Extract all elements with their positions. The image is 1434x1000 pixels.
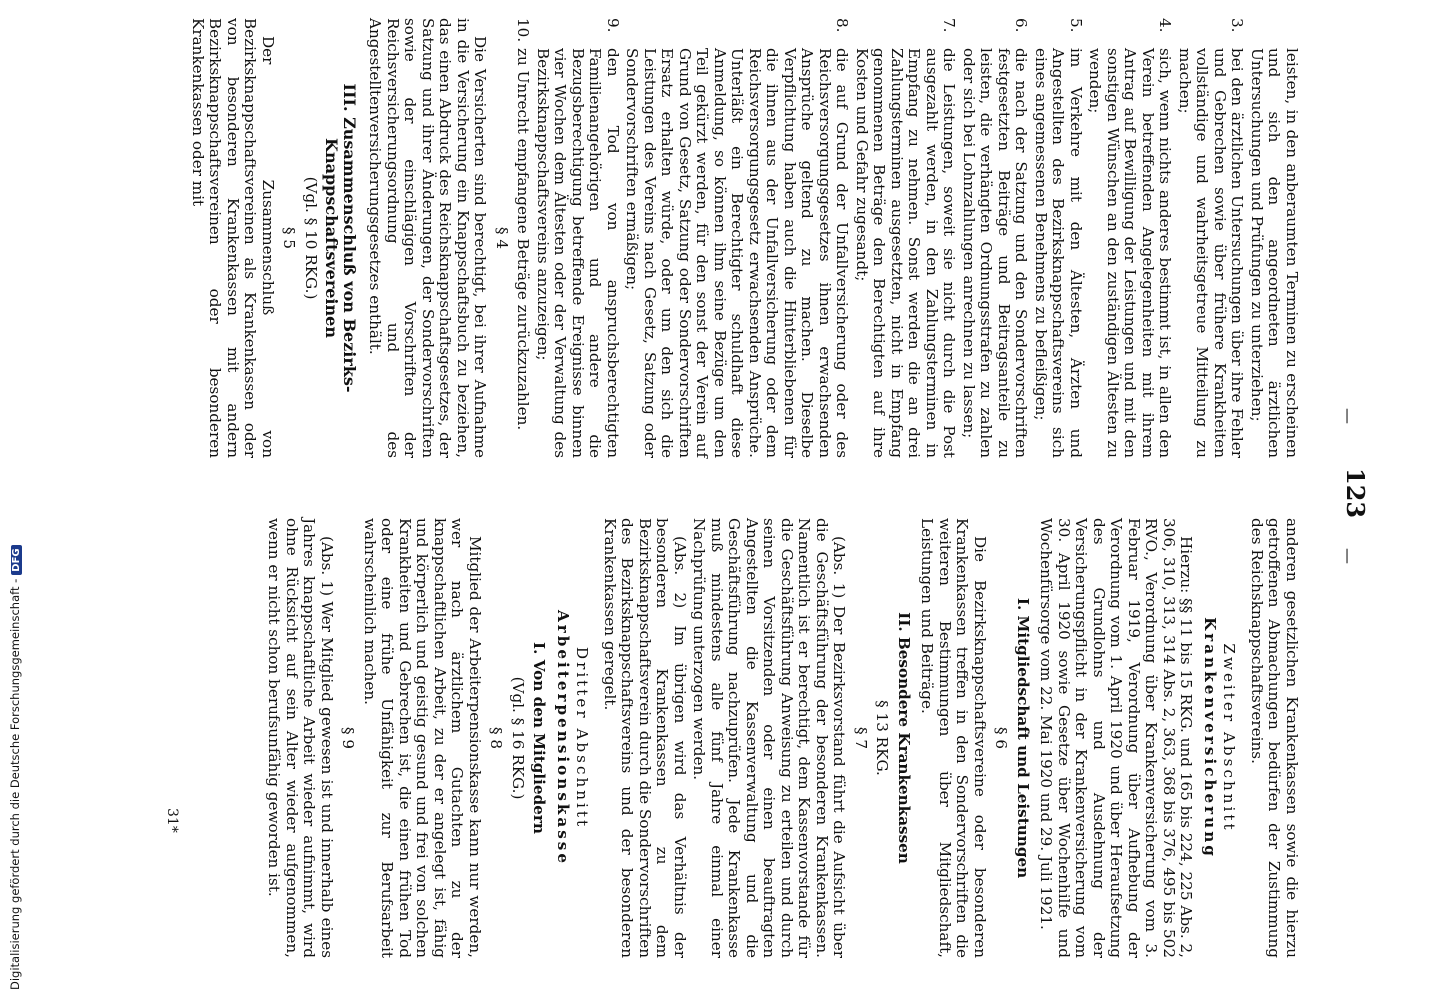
section-5-title: § 5 [280, 226, 299, 250]
part-3-reference: (Vgl. § 10 RKG.) [302, 176, 320, 300]
left-column [187, 18, 1301, 458]
references-block: Hierzu: §§ 11 bis 15 RKG. und 165 bis 224, 225 Abs. 2, 306, 310, 313, 314 Abs. 2, 363, 368 bis 376, 495 bis 502 RVO., Verordnung über Krankenversicherung vom 3. Februar 1919, Verordnung über Aufhebung der Verordnung vom 1. April 1920 und über Heraufsetzung des Grundlohns und Ausdehnung der Versicherungspflicht in der Krankenversicherung vom 30. April 1920 sowie Gesetze über Wochenhilfe und Wochenfürsorge vom 22. Mai 1920 und 29. Juli 1921. [1037, 518, 1196, 958]
part-1b-reference: (Vgl. § 16 RKG.) [509, 676, 527, 800]
item-text: sich, wenn nichts anderes bestimmt ist, in allen den Verein betreffenden Angelegenheiten mit ihrem Antrag auf Bewilligung der Leistungen und mit den sonstigen Wünschen an den zuständigen Ältesten zu wenden; [1086, 48, 1175, 458]
section-4-text: Die Versicherten sind berechtigt, bei ihrer Aufnahme in die Versicherung ein Knappschaftsbuch zu beziehen, das einen Abdruck des Reichsknappschaftsgesetzes, der Satzung und ihrer Änderungen, der Sondervorschriften sowie der einschlägigen Vorschriften der Reichsversicherungsordnung und des Angestelltenversicherungsgesetzes enthält. [366, 18, 490, 458]
chapter-3-name: Arbeiterpensionskasse [554, 609, 572, 866]
list-item-9 [534, 18, 622, 458]
dfg-logo: DFG [11, 545, 22, 574]
item-text: die auf Grund der Unfallversicherung oder des Reichsversorgungsgesetzes ihnen erwachsenden Ansprüche geltend zu machen. Dieselbe Verpflichtung haben auch die Hinterbliebenen für die ihnen aus der Unfallversicherung oder dem Reichsversorgungsgesetz erwachsenden Ansprüche. Unterläßt ein Berechtigter schuldhaft diese Anmeldung, so können ihm seine Bezüge um den Teil gekürzt werden, für den sonst der Verein auf Grund von Gesetz, Satzung oder Sondervorschriften Ersatz erhalten würde, oder um den sich die Leistungen des Vereins nach Gesetz, Satzung oder Sondervorschriften ermäßigen; [623, 48, 852, 458]
item-2-continuation: leisten, in den anberaumten Terminen zu erscheinen und sich den angeordneten ärztlichen Untersuchungen und Prüfungen zu unterziehen; [1248, 48, 1301, 458]
item-number: 4. [1156, 18, 1175, 33]
header-dash-right: — [1339, 548, 1358, 564]
list-item-7 [853, 18, 958, 458]
list-item-5 [1032, 18, 1085, 458]
item-number: 9. [604, 18, 622, 33]
right-intro: anderen gesetzlichen Krankenkassen sowie die hierzu getroffenen Abmachungen bedürfen der Zustimmung des Reichsknappschaftsvereins. [1248, 518, 1301, 958]
part-3-heading: III. Zusammenschluß von Bezirks-Knappschaftsvereinen [322, 83, 359, 393]
page-header [1330, 8, 1370, 988]
list-item-4 [1086, 18, 1174, 458]
section-5-text: Der Zusammenschluß von Bezirksknappschaftsvereinen als Krankenkassen oder von besonderen Krankenkassen mit andern Bezirksknappschaftsvereinen oder besonderen Krankenkassen oder mit [189, 18, 277, 458]
list-item-10 [514, 18, 532, 458]
list-item-8 [623, 18, 851, 458]
part-2-reference: § 13 RKG. [873, 700, 892, 776]
page-number: 123 [1341, 468, 1370, 519]
item-text: bei den ärztlichen Untersuchungen über ihre Fehler und Gebrechen sowie über frühere Krankheiten vollständige und wahrheitsgetreue Mitteilung zu machen; [1176, 48, 1247, 458]
section-7-para-2: (Abs. 2) Im übrigen wird das Verhältnis der besonderen Krankenkassen zu dem Bezirksknappschaftsverein durch die Sondervorschriften des Bezirksknappschaftsvereins und der besonderen Krankenkassen geregelt. [601, 518, 689, 958]
item-number: 6. [1012, 18, 1031, 33]
header-dash-left: — [1339, 408, 1358, 424]
digitization-credit [8, 548, 28, 990]
item-number: 5. [1067, 18, 1085, 33]
right-column [263, 518, 1300, 958]
list-item-3 [1176, 18, 1246, 458]
list-item-6 [960, 18, 1030, 458]
section-9-title: § 9 [339, 726, 358, 750]
signature-mark: 31* [164, 808, 180, 833]
item-text: die nach der Satzung und den Sondervorschriften festgesetzten Beiträge und Beitragsanteile zu leisten, die verhängten Ordnungsstrafen zu zahlen oder sich bei Lohnzahlungen anrechnen zu lassen; [960, 48, 1031, 458]
item-text: den Tod von anspruchsberechtigten Familienangehörigen und andere die Bezugsberechtigung betreffende Ereignisse binnen vier Wochen dem Ältesten oder der Verwaltung des Bezirksknappschaftsvereins anzuzeigen; [534, 48, 622, 458]
chapter-2-title: Zweiter Abschnitt [1220, 643, 1239, 833]
part-2-heading: II. Besondere Krankenkassen [895, 612, 913, 864]
chapter-3-title: Dritter Abschnitt [573, 646, 592, 830]
section-4-title: § 4 [493, 226, 511, 250]
item-text: im Verkehre mit den Ältesten, Ärzten und Angestellten des Bezirksknappschaftsvereins sich eines angemessenen Benehmens zu befleißigen; [1032, 48, 1085, 458]
item-number: 3. [1228, 18, 1247, 33]
item-text: zu Unrecht empfangene Beträge zurückzuzahlen. [514, 48, 533, 431]
chapter-2-name: Krankenversicherung [1201, 617, 1219, 859]
section-7-title: § 7 [852, 726, 870, 750]
section-8-text: Mitglied der Arbeiterpensionskasse kann nur werden, wer nach ärztlichem Gutachten zu der knappschaftlichen Arbeit, zu der er angelegt ist, fähig und körperlich und geistig gesund und frei von solchen Krankheiten und Gebrechen ist, die einen frühen Tod oder eine frühe Unfähigkeit zur Berufsarbeit wahrscheinlich machen. [361, 518, 484, 958]
part-1-heading: I. Mitgliedschaft und Leistungen [1014, 597, 1032, 879]
credit-text: Digitalisierung gefördert durch die Deutsche Forschungsgemeinschaft - [8, 578, 22, 990]
item-number: 10. [514, 18, 533, 43]
section-7-para-1: (Abs. 1) Der Bezirksvorstand führt die Aufsicht über die Geschäftsführung der besonderen Krankenkassen. Namentlich ist er berechtigt, dem Kassenvorstande für die Geschäftsführung Anweisung zu erteilen und durch seinen Vorsitzenden oder einen beauftragten Angestellten die Kassenverwaltung und die Geschäftsführung nachzuprüfen. Jede Krankenkasse muß mindestens alle fünf Jahre einmal einer Nachprüfung unterzogen werden. [690, 518, 849, 958]
item-number: 8. [833, 18, 852, 33]
section-8-title: § 8 [487, 726, 506, 750]
item-number: 7. [940, 18, 959, 33]
section-9-text: (Abs. 1) Wer Mitglied gewesen ist und innerhalb eines Jahres knappschaftliche Arbeit wieder aufnimmt, wird ohne Rücksicht auf sein Alter wieder aufgenommen, wenn er nicht schon berufsunfähig geworden ist. [265, 518, 336, 958]
part-1b-heading: I. Von den Mitgliedern [530, 642, 549, 834]
item-text: die Leistungen, soweit sie nicht durch die Post ausgezahlt werden, in den Zahlungsterminen in Empfang zu nehmen. Sonst werden die an drei Zahlungsterminen ausgesetzten, nicht in Empfang genommenen Beträge den Berechtigten auf ihre Kosten und Gefahr zugesandt; [853, 48, 959, 458]
section-6-title: § 6 [992, 726, 1011, 750]
section-6-text: Die Bezirksknappschaftsvereine oder besonderen Krankenkassen treffen in den Sondervorschriften die weiteren Bestimmungen über Mitgliedschaft, Leistungen und Beiträge. [918, 518, 989, 958]
rotated-page-content [110, 8, 1370, 988]
